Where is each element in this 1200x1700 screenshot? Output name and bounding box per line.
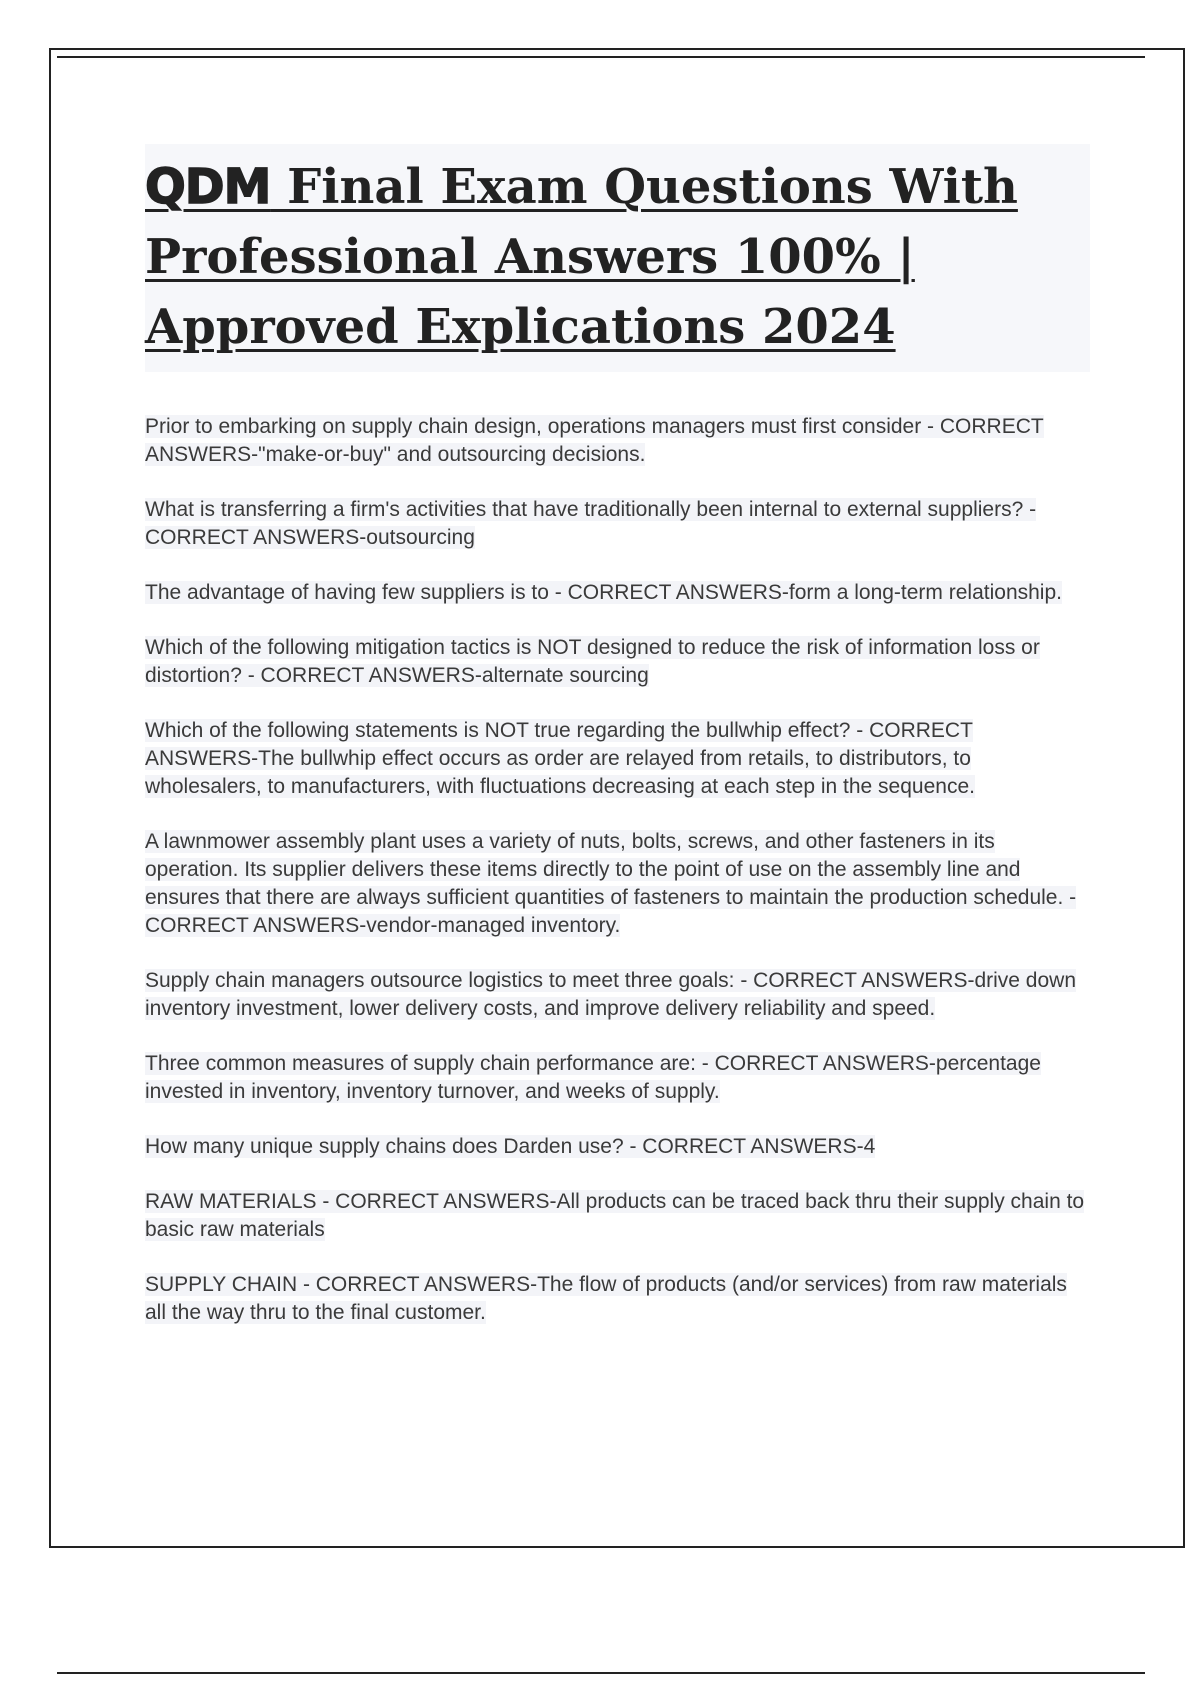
qa-item [145,413,1090,469]
qa-text: RAW MATERIALS - CORRECT ANSWERS-All products can be traced back thru their supply chain to basic raw materials [145,1190,1085,1241]
title-brand: QDM [145,159,271,215]
qa-text: SUPPLY CHAIN - CORRECT ANSWERS-The flow of products (and/or services) from raw materials all the way thru to the final customer. [145,1273,1067,1324]
qa-text: Which of the following statements is NOT true regarding the bullwhip effect? - CORRECT ANSWERS-The bullwhip effect occurs as order are relayed from retails, to distributors, to wholesalers, to manufacturers, with fluctuations decreasing at each step in the sequence. [145,719,975,798]
qa-item [145,1188,1090,1244]
qa-text: What is transferring a firm's activities that have traditionally been internal to external suppliers? - CORRECT ANSWERS-outsourcing [145,498,1037,549]
qa-text: Prior to embarking on supply chain design, operations managers must first consider - CORRECT ANSWERS-"make-or-buy" and outsourcing decisions. [145,415,1044,466]
bottom-rule [57,1672,1145,1674]
qa-text: Three common measures of supply chain performance are: - CORRECT ANSWERS-percentage invested in inventory, inventory turnover, and weeks of supply. [145,1052,1041,1103]
qa-item [145,1133,1090,1161]
qa-item [145,1271,1090,1327]
qa-list [145,413,1090,1354]
title-text: Final Exam Questions With Professional Answers 100% | Approved Explications 2024 [145,159,1018,355]
qa-item [145,634,1090,690]
qa-text: Which of the following mitigation tactics is NOT designed to reduce the risk of information loss or distortion? - CORRECT ANSWERS-alternate sourcing [145,636,1040,687]
qa-text: The advantage of having few suppliers is to - CORRECT ANSWERS-form a long-term relationship. [145,581,1062,604]
qa-item [145,579,1090,607]
qa-item [145,1050,1090,1106]
qa-text: A lawnmower assembly plant uses a variety of nuts, bolts, screws, and other fasteners in its operation. Its supplier delivers these items directly to the point of use on the assembly line and ensures that there are always sufficient quantities of fasteners to maintain the production schedule. - CORRECT ANSWERS-vendor-managed inventory. [145,830,1077,937]
qa-text: Supply chain managers outsource logistics to meet three goals: - CORRECT ANSWERS-drive down inventory investment, lower delivery costs, and improve delivery reliability and speed. [145,969,1077,1020]
qa-item [145,828,1090,940]
qa-item [145,967,1090,1023]
qa-text: How many unique supply chains does Darden use? - CORRECT ANSWERS-4 [145,1135,876,1158]
page-title [145,152,1090,362]
title-block [145,144,1090,372]
qa-item [145,496,1090,552]
qa-item [145,717,1090,801]
top-rule [57,56,1145,58]
